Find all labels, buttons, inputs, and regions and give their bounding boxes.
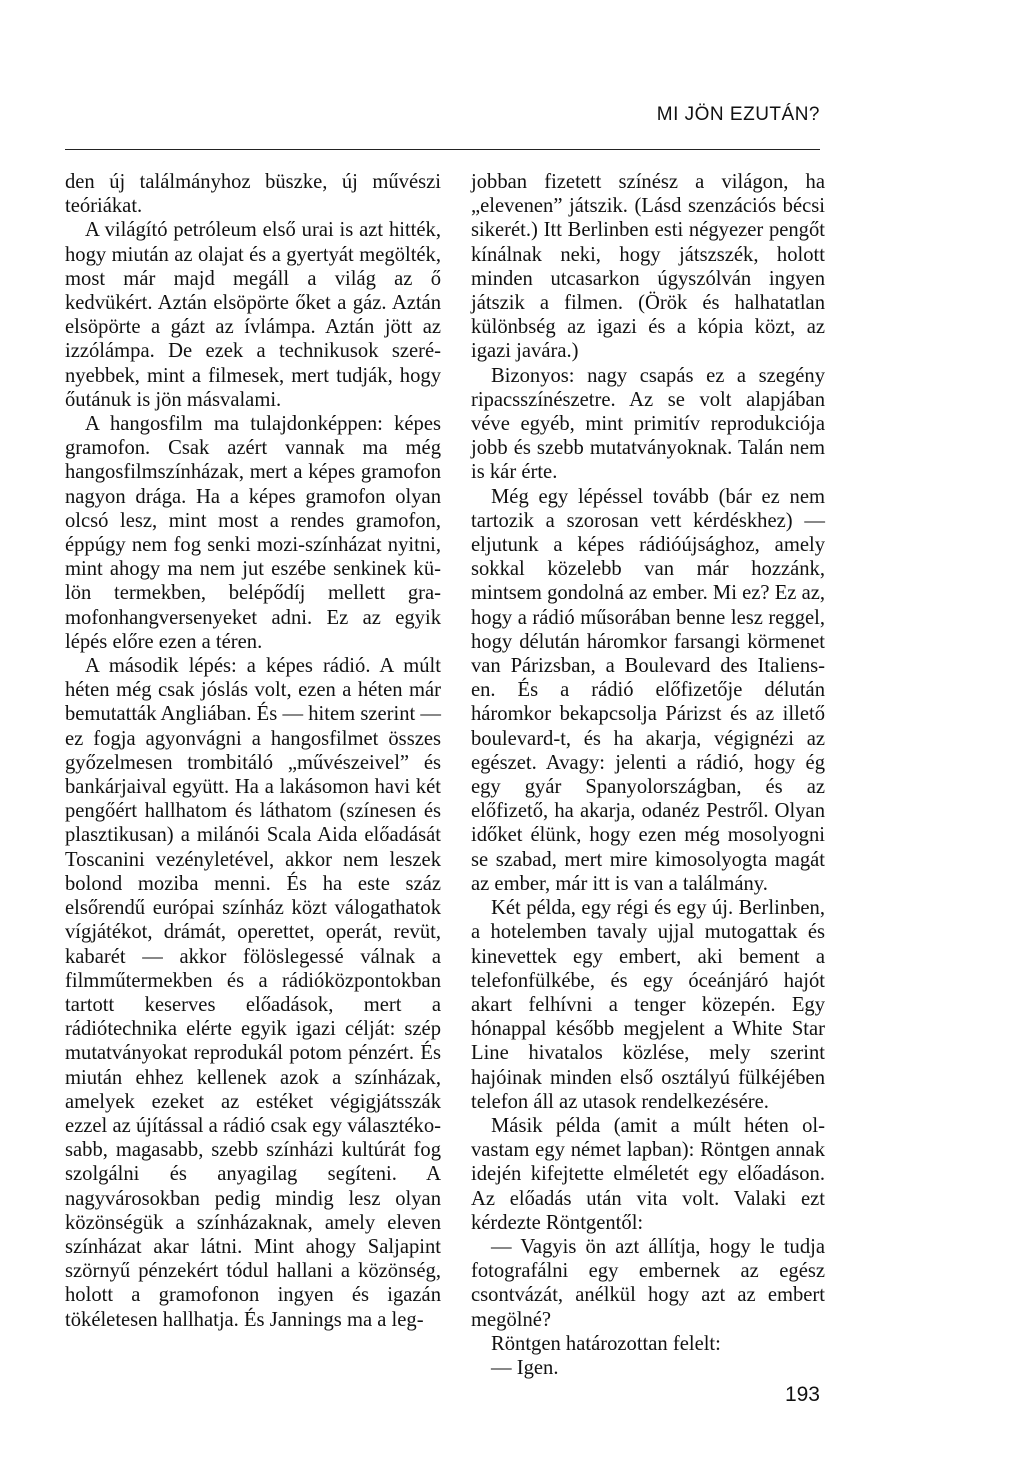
page-number: 193 xyxy=(784,1383,820,1406)
paragraph: Két példa, egy régi és egy új. Berlinben, a hotelemben tavaly ujjal mutogattak és kinevettek egy embert, aki bement a telefonfülkébe, és egy óceánjáró hajót akart felhívni a tenger közepén. Egy hónappal később megjelent a White Star Line hivatalos közlése, mely szerint hajóinak minden első osztályú fülkéjében telefon áll az utasok rendelkezésére. xyxy=(471,897,825,1113)
paragraph: jobban fizetett színész a világon, ha „elevenen” játszik. (Lásd szenzációs bécsi sikerét.) Itt Berlinben esti négyezer pengőt kínálnak neki, hogy játszszék, holott minden utcasarkon úgyszólván ingyen játszik a filmen. (Örök és halhatatlan különbség az igazi és a kópia közt, az igazi javára.) xyxy=(471,171,825,363)
left-column xyxy=(65,170,441,1332)
paragraph: Még egy lépéssel tovább (bár ez nem tartozik a szorosan vett kérdéskhez) — eljutunk a képes rádióújsághoz, amely sokkal közelebb van már hozzánk, mintsem gondolná az ember. Mi ez? Ez az, hogy a rádió műsorában benne lesz reggel, hogy délután háromkor farsangi körmenet van Párizsban, a Boulevard des Italiens-en. És a rádió előfizetője délután háromkor bekapcsolja Párizst és az illető boulevard-t, és ha akarja, végignézi az egészet. Avagy: jelenti a rádió, hogy ég egy gyár Spanyolországban, és az előfizető, ha akarja, odanéz Pestről. Olyan időket élünk, hogy ezen még mosolyogni se szabad, mert mire kimosolyogta magát az ember, már itt is van a találmány. xyxy=(471,485,825,895)
paragraph: den új találmányhoz büszke, új művészi teóriákat. xyxy=(65,171,441,218)
paragraph: Röntgen határozottan felelt: xyxy=(491,1332,721,1355)
paragraph: Másik példa (amit a múlt héten olvastam egy német lapban): Röntgen annak idején kifejtette elméletét egy előadáson. Az előadás után vita volt. Valaki ezt kérdezte Röntgentől: xyxy=(471,1114,825,1234)
paragraph: — Vagyis ön azt állítja, hogy le tudja fotografálni egy embernek az egész csontvázát, anélkül hogy azt az embert megölné? xyxy=(471,1235,825,1331)
paragraph: Bizonyos: nagy csapás ez a szegény ripacsszínészetre. Az se volt alapjában véve egyéb, mint primitív reprodukciója jobb és szebb mutatványoknak. Talán nem is kár érte. xyxy=(471,364,825,484)
paragraph: A hangosfilm ma tulajdonképpen: képes gramofon. Csak azért vannak ma még hangosfilmszínházak, mert a képes gramofon nagyon drága. Ha a képes gramofon olyan olcsó lesz, mint most a rendes gramofon, éppúgy nem fog senki mozi-színházat nyitni, mint ahogy ma nem jut eszébe senkinek külön termekben, belépődíj mellett gramofonhangversenyeket adni. Ez az egyik lépés előre ezen a téren. xyxy=(65,413,441,653)
right-column xyxy=(471,170,825,1380)
running-title: MI JÖN EZUTÁN? xyxy=(656,104,820,125)
paragraph: A világító petróleum első urai is azt hitték, hogy miután az olajat és a gyertyát megölték, most már majd megáll a világ az ő kedvükért. Aztán elsöpörte őket a gáz. Aztán elsöpörte a gázt az ívlámpa. Aztán jött az izzólámpa. De ezek a technikusok szerényebbek, mint a filmesek, mert tudják, hogy őutánuk is jön másvalami. xyxy=(65,219,441,411)
paragraph: A második lépés: a képes rádió. A múlt héten még csak jóslás volt, ezen a héten már bemutatták Angliában. És — hitem szerint — ez fogja agyonvágni a hangosfilmet összes győzelmesen trombitáló „művészeivel” és bankárjaival együtt. Ha a lakásomon havi két pengőért hallhatom és láthatom (színesen és plasztikusan) a milánói Scala Aida előadását Toscanini vezényletével, akkor nem leszek bolond moziba menni. És ha este száz elsőrendű európai színház közt válogathatok vígjátékot, drámát, operettet, operát, revüt, kabarét — akkor fölöslegessé válnak a filmműtermekben és a rádióközpontokban tartott keserves előadások, mert a rádiótechnika elérte egyik igazi célját: szép mutatványokat reprodukál potom pénzért. És miután ehhez kellenek azok a színházak, amelyek ezeket az estéket végigjátsszák ezzel az újítással a rádió csak egy választékosabb, magasabb, szebb színházi kultúrát fog szolgálni és anyagilag segíteni. A nagyvárosokban pedig mindig lesz olyan közönségük a színházaknak, amely eleven színházat akar látni. Mint ahogy Saljapint szörnyű pénzekért tódul hallani a közönség, holott a gramofonon ingyen és igazán tökéletesen hallhatja. És Jannings ma a leg- xyxy=(65,655,441,1331)
paragraph: — Igen. xyxy=(491,1356,559,1379)
header-rule xyxy=(65,149,820,150)
